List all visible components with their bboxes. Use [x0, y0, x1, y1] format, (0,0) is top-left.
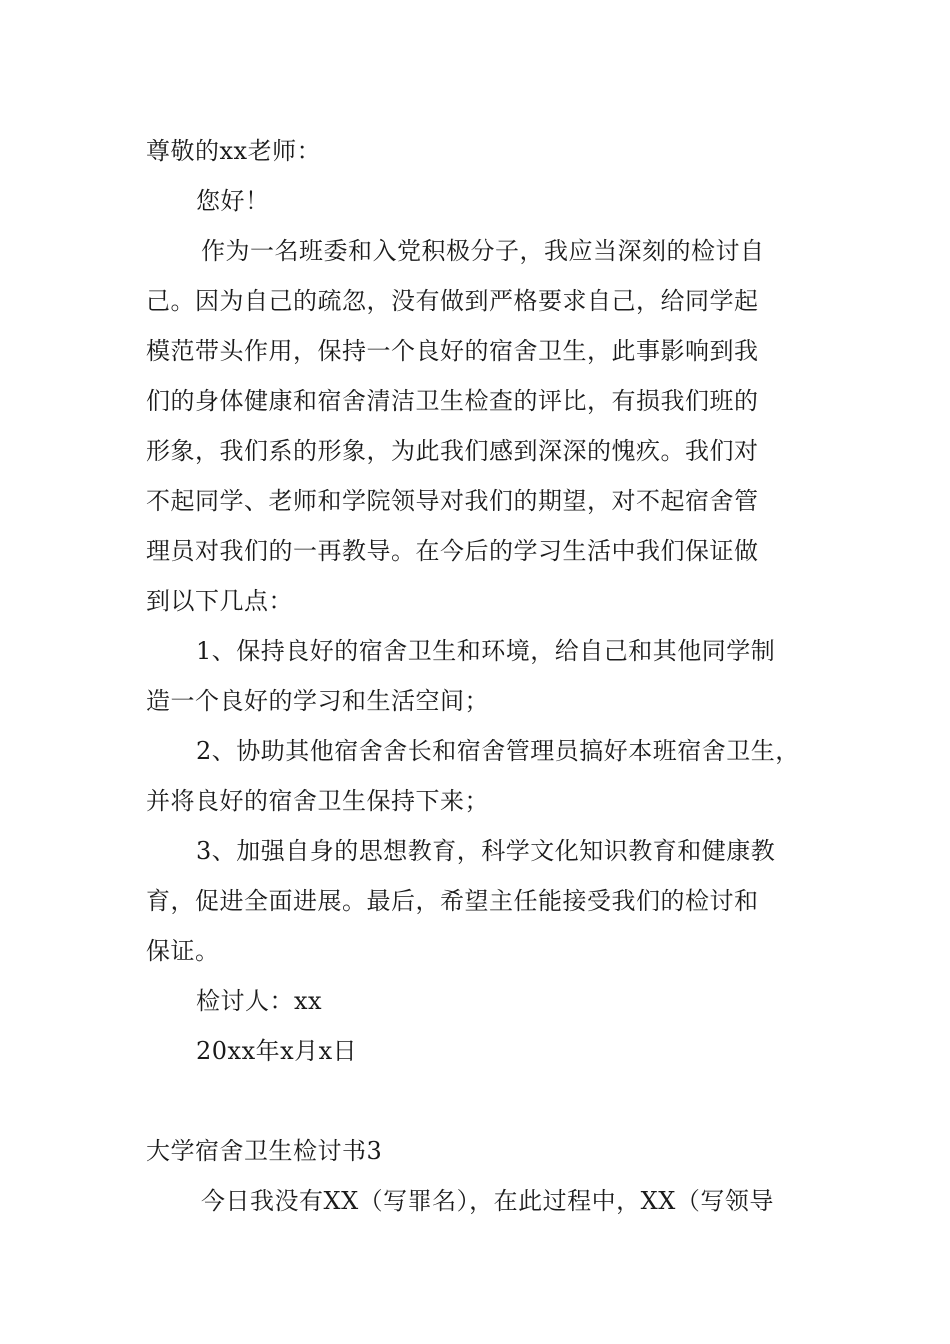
body-line: 己。因为自己的疏忽，没有做到严格要求自己，给同学起: [146, 287, 759, 315]
body-line: 到以下几点：: [146, 587, 293, 615]
letter-hello: 您好！: [196, 187, 270, 215]
letter-greeting: 尊敬的xx老师：: [146, 137, 322, 165]
body-line: 不起同学、老师和学院领导对我们的期望，对不起宿舍管: [146, 487, 759, 515]
next-paragraph-line: 今日我没有XX（写罪名），在此过程中，XX（写领导: [201, 1187, 774, 1215]
body-line: 形象，我们系的形象，为此我们感到深深的愧疚。我们对: [146, 437, 759, 465]
body-line: 作为一名班委和入党积极分子，我应当深刻的检讨自: [201, 237, 765, 265]
list-item-3-line: 育，促进全面进展。最后，希望主任能接受我们的检讨和: [146, 887, 759, 915]
list-item-1-line: 1、保持良好的宿舍卫生和环境，给自己和其他同学制: [196, 637, 776, 665]
date-line: 20xx年x月x日: [196, 1037, 358, 1065]
section-title: 大学宿舍卫生检讨书3: [146, 1137, 383, 1165]
list-item-3-line: 保证。: [146, 937, 220, 965]
list-item-3-line: 3、加强自身的思想教育，科学文化知识教育和健康教: [196, 837, 776, 865]
list-item-2-line: 2、协助其他宿舍舍长和宿舍管理员搞好本班宿舍卫生，: [196, 737, 800, 765]
list-item-1-line: 造一个良好的学习和生活空间；: [146, 687, 489, 715]
body-line: 们的身体健康和宿舍清洁卫生检查的评比，有损我们班的: [146, 387, 759, 415]
body-line: 模范带头作用，保持一个良好的宿舍卫生，此事影响到我: [146, 337, 759, 365]
body-line: 理员对我们的一再教导。在今后的学习生活中我们保证做: [146, 537, 759, 565]
list-item-2-line: 并将良好的宿舍卫生保持下来；: [146, 787, 489, 815]
signer-line: 检讨人：xx: [196, 987, 323, 1015]
